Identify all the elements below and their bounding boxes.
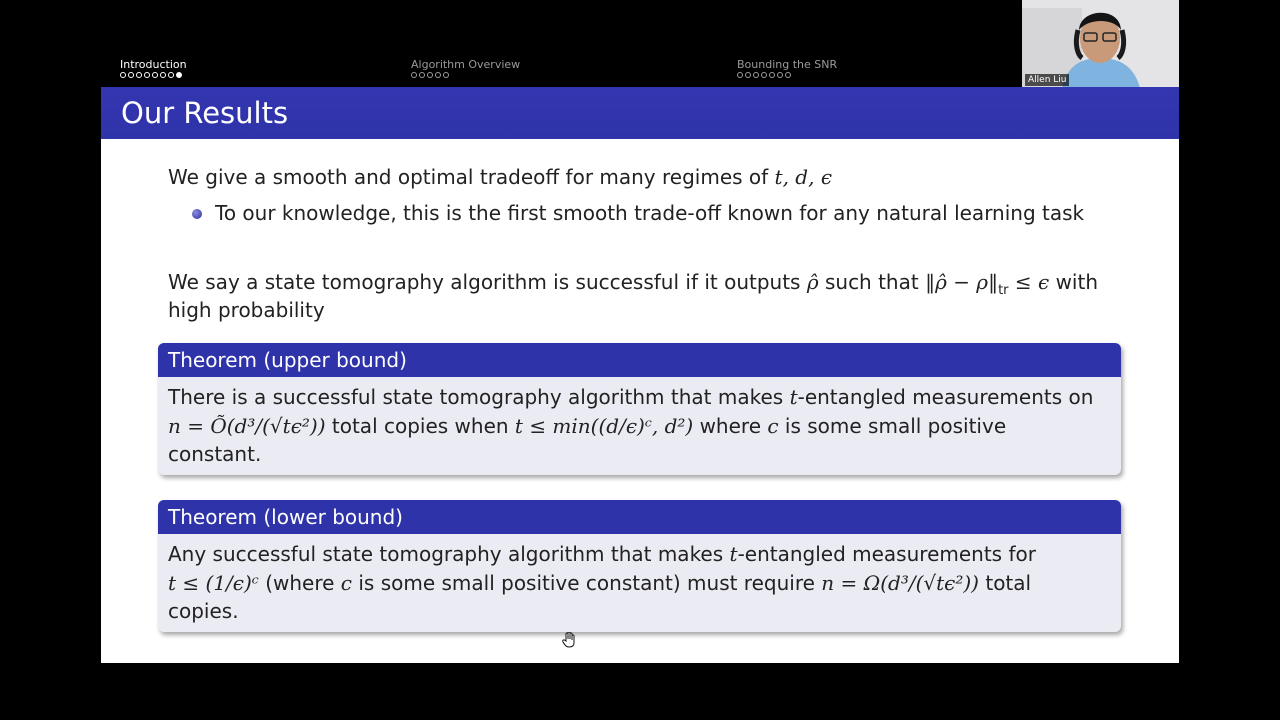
success-definition-line — [168, 270, 1098, 298]
theorem-upper-title: Theorem (upper bound) — [158, 343, 1121, 377]
nav-section-label: Introduction — [120, 58, 187, 71]
intro-line — [168, 165, 832, 189]
text: Any successful state tomography algorithm that makes — [168, 542, 730, 566]
theorem-lower-line-1 — [168, 540, 1111, 569]
section-navigation — [101, 53, 1021, 87]
text: (where — [258, 570, 341, 595]
math-c: c — [340, 570, 352, 595]
nav-section-introduction[interactable] — [120, 58, 187, 78]
math-n-bound: n = Õ(d³/(√tϵ²)) — [168, 413, 326, 438]
bullet-text: To our knowledge, this is the first smooth trade-off known for any natural learning task — [215, 201, 1085, 225]
nav-dot[interactable] — [144, 72, 150, 78]
success-definition-line-2: high probability — [168, 298, 325, 322]
nav-dot[interactable] — [136, 72, 142, 78]
slide-title-bar — [101, 87, 1179, 139]
text: where — [693, 413, 768, 438]
math-t: t — [789, 385, 798, 409]
intro-text: We give a smooth and optimal tradeoff for many regimes of — [168, 165, 775, 189]
nav-section-algorithm-overview[interactable] — [411, 58, 520, 78]
text: total — [979, 570, 1032, 595]
math-t-bound: t ≤ (1/ϵ)ᶜ — [168, 570, 259, 595]
math-t-bound: t ≤ min((d/ϵ)ᶜ, d²) — [514, 413, 694, 438]
text: total copies when — [325, 413, 515, 438]
text: -entangled measurements on — [797, 385, 1094, 409]
theorem-lower-line-3: copies. — [168, 599, 239, 623]
nav-dot[interactable] — [152, 72, 158, 78]
intro-math: t, d, ϵ — [774, 165, 833, 189]
theorem-upper-line-2 — [168, 412, 1111, 441]
nav-section-dots — [737, 72, 837, 78]
bullet-icon — [192, 209, 202, 219]
text: There is a successful state tomography algorithm that makes — [168, 385, 790, 409]
webcam-name-label: Allen Liu — [1025, 74, 1069, 86]
theorem-upper-line-1 — [168, 383, 1111, 412]
nav-section-label: Bounding the SNR — [737, 58, 838, 71]
nav-section-label: Algorithm Overview — [411, 58, 521, 71]
nav-dot[interactable] — [745, 72, 751, 78]
nav-dot[interactable] — [176, 72, 182, 78]
nav-dot[interactable] — [120, 72, 126, 78]
nav-dot[interactable] — [411, 72, 417, 78]
text: is some small positive — [778, 413, 1007, 438]
text: is some small positive constant) must require — [352, 570, 822, 595]
definition-text: We say a state tomography algorithm is successful if it outputs — [168, 270, 807, 294]
nav-dot[interactable] — [427, 72, 433, 78]
nav-dot[interactable] — [737, 72, 743, 78]
nav-dot[interactable] — [443, 72, 449, 78]
theorem-upper-line-3: constant. — [168, 442, 262, 466]
theorem-lower-body — [158, 534, 1121, 632]
inequality-math: ≤ ϵ — [1008, 270, 1050, 294]
nav-dot[interactable] — [160, 72, 166, 78]
math-t: t — [729, 542, 738, 566]
theorem-upper-bound-block — [158, 343, 1121, 475]
math-n-bound: n = Ω(d³/(√tϵ²)) — [821, 570, 979, 595]
nav-dot[interactable] — [128, 72, 134, 78]
theorem-lower-line-2 — [168, 569, 1111, 598]
nav-dot[interactable] — [419, 72, 425, 78]
nav-section-dots — [120, 72, 187, 78]
math-c: c — [767, 413, 779, 438]
text: -entangled measurements for — [737, 542, 1036, 566]
definition-text-end: with — [1049, 270, 1099, 294]
theorem-lower-bound-block — [158, 500, 1121, 632]
theorem-upper-body — [158, 377, 1121, 475]
nav-dot[interactable] — [753, 72, 759, 78]
nav-dot[interactable] — [785, 72, 791, 78]
nav-dot[interactable] — [168, 72, 174, 78]
definition-text-mid: such that — [818, 270, 926, 294]
slide-title: Our Results — [121, 96, 289, 130]
webcam-overlay — [1022, 0, 1179, 88]
norm-math: ‖ρ̂ − ρ‖ — [925, 270, 999, 294]
theorem-lower-title: Theorem (lower bound) — [158, 500, 1121, 534]
rho-hat-math: ρ̂ — [806, 270, 819, 294]
slide-body — [101, 139, 1179, 663]
nav-dot[interactable] — [777, 72, 783, 78]
nav-dot[interactable] — [761, 72, 767, 78]
norm-subscript: tr — [998, 283, 1009, 298]
nav-dot[interactable] — [769, 72, 775, 78]
nav-section-dots — [411, 72, 520, 78]
nav-section-bounding-snr[interactable] — [737, 58, 837, 78]
hand-cursor-icon — [562, 632, 576, 652]
nav-dot[interactable] — [435, 72, 441, 78]
